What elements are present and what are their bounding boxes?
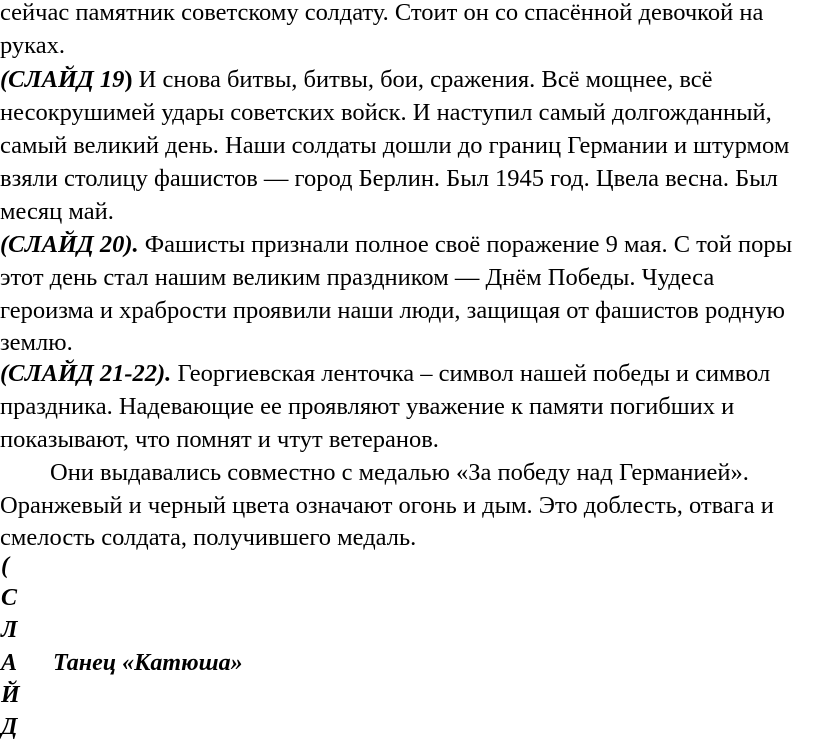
paragraph-text: Георгиевская ленточка – символ нашей победы и символ [171, 360, 771, 387]
paragraph-line: героизма и храбрости проявили наши люди, защищая от фашистов родную [0, 297, 785, 324]
paragraph-line: Оранжевый и черный цвета означают огонь и дым. Это доблесть, отвага и [0, 492, 774, 519]
paragraph-line: землю. [0, 329, 73, 356]
vertical-letter: ( [1, 553, 9, 579]
paragraph-line: взяли столицу фашистов — город Берлин. Был 1945 год. Цвела весна. Был [0, 165, 778, 192]
paragraph-text: Фашисты признали полное своё поражение 9 мая. С той поры [138, 231, 793, 258]
vertical-letter: Л [1, 617, 18, 643]
slide-label: (СЛАЙД 20). [0, 231, 139, 258]
slide-label: (СЛАЙД 19 [0, 66, 125, 93]
paragraph-line [0, 64, 713, 96]
dance-title: Танец «Катюша» [53, 650, 243, 676]
paragraph-line [0, 229, 792, 261]
paragraph-line: смелость солдата, получившего медаль. [0, 524, 417, 551]
paragraph-text: И снова битвы, битвы, бои, сражения. Всё мощнее, всё [132, 66, 713, 93]
vertical-letter: С [1, 585, 18, 611]
paragraph-line: месяц май. [0, 198, 114, 225]
slide-label: (СЛАЙД 21-22). [0, 360, 172, 387]
vertical-letter: Д [1, 714, 18, 740]
vertical-letter: Й [1, 682, 20, 708]
paragraph-line: самый великий день. Наши солдаты дошли до границ Германии и штурмом [0, 132, 790, 159]
paragraph-line: этот день стал нашим великим праздником — Днём Победы. Чудеса [0, 264, 715, 291]
slide-label-paren: ) [124, 66, 133, 93]
paragraph-line: несокрушимей удары советских войск. И наступил самый долгожданный, [0, 99, 772, 126]
paragraph-line: Они выдавались совместно с медалью «За победу над Германией». [50, 459, 749, 486]
paragraph-line: праздника. Надевающие ее проявляют уважение к памяти погибших и [0, 393, 735, 420]
paragraph-line: руках. [0, 32, 65, 59]
paragraph-line [0, 358, 770, 390]
vertical-letter: А [1, 650, 18, 676]
paragraph-line: показывают, что помнят и чтут ветеранов. [0, 426, 439, 453]
paragraph-line: сейчас памятник советскому солдату. Стоит он со спасённой девочкой на [0, 0, 764, 26]
